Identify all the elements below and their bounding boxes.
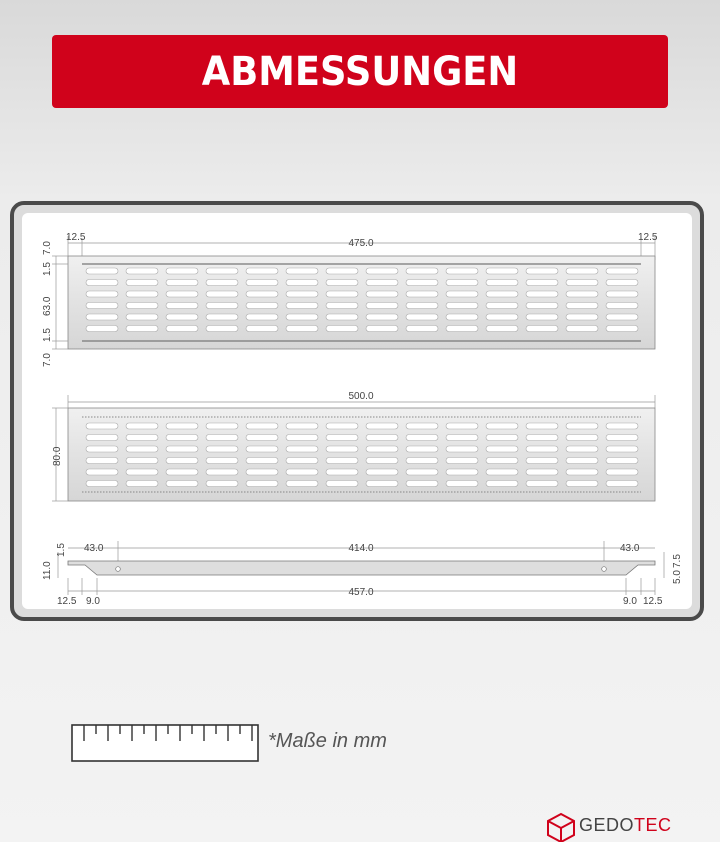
vent-slot (246, 435, 278, 441)
dim-side-top-inner: 1.5 (42, 262, 53, 276)
dim-bottom-right-outer: 12.5 (643, 596, 663, 607)
vent-slot (246, 446, 278, 452)
vent-slot (486, 268, 518, 274)
vent-slot (126, 314, 158, 320)
vent-slot (206, 458, 238, 464)
vent-slot (406, 435, 438, 441)
vent-slot (326, 446, 358, 452)
vent-slot (446, 268, 478, 274)
vent-slot (206, 469, 238, 475)
vent-slot (606, 326, 638, 332)
logo-text-right: TEC (634, 814, 672, 835)
vent-slot (86, 481, 118, 487)
vent-slot (206, 268, 238, 274)
vent-slot (526, 423, 558, 429)
vent-slot (366, 314, 398, 320)
vent-slot (486, 326, 518, 332)
vent-slot (526, 469, 558, 475)
vent-slot (286, 446, 318, 452)
vent-slot (326, 326, 358, 332)
vent-slot (526, 268, 558, 274)
dim-bottom-center: 457.0 (348, 587, 374, 598)
vent-slot (206, 481, 238, 487)
vent-slot (166, 303, 198, 309)
vent-slot (206, 303, 238, 309)
vent-slot (286, 469, 318, 475)
vent-slot (606, 446, 638, 452)
dim-bottom-left-outer: 12.5 (57, 596, 77, 607)
vent-slot (86, 326, 118, 332)
vent-slot (526, 446, 558, 452)
vent-slot (406, 314, 438, 320)
dim-face-width: 500.0 (348, 391, 374, 402)
vent-slot (486, 435, 518, 441)
vent-slot (166, 291, 198, 297)
vent-slot (366, 458, 398, 464)
vent-slot (566, 314, 598, 320)
vent-slot (366, 435, 398, 441)
vent-slot (406, 326, 438, 332)
vent-slot (126, 435, 158, 441)
vent-slot (566, 268, 598, 274)
vent-slot (526, 458, 558, 464)
vent-slot (286, 326, 318, 332)
dim-width-total: 475.0 (348, 238, 374, 249)
vent-slot (366, 268, 398, 274)
vent-slot (566, 458, 598, 464)
vent-slot (486, 291, 518, 297)
vent-slot (566, 423, 598, 429)
vent-slot (326, 303, 358, 309)
vent-slot (166, 280, 198, 286)
vent-slot (86, 458, 118, 464)
vent-slot (566, 435, 598, 441)
vent-slot (86, 435, 118, 441)
vent-slot (606, 303, 638, 309)
dim-right-offset: 12.5 (638, 232, 658, 243)
vent-slot (166, 435, 198, 441)
vent-slot (366, 423, 398, 429)
vent-slot (166, 268, 198, 274)
vent-slot (606, 458, 638, 464)
vent-slot (566, 481, 598, 487)
cube-logo-icon (548, 814, 574, 842)
vent-slot (366, 326, 398, 332)
vent-slot (526, 481, 558, 487)
dim-profile-right: 43.0 (620, 543, 640, 554)
vent-slot (126, 469, 158, 475)
vent-slot (606, 481, 638, 487)
dim-profile-right-upper: 7.5 (672, 554, 683, 568)
vent-slot (206, 291, 238, 297)
vent-slot (286, 268, 318, 274)
logo-text-left: GEDO (579, 814, 635, 835)
vent-slot (446, 435, 478, 441)
vent-slot (366, 469, 398, 475)
vent-slot (326, 423, 358, 429)
vent-slot (446, 303, 478, 309)
vent-slot (126, 326, 158, 332)
vent-slot (286, 291, 318, 297)
vent-slot (86, 280, 118, 286)
vent-slot (606, 423, 638, 429)
vent-slot (446, 423, 478, 429)
vent-slot (86, 423, 118, 429)
vent-slot (446, 458, 478, 464)
vent-slot (526, 291, 558, 297)
vent-slot (206, 326, 238, 332)
vent-slot (86, 314, 118, 320)
vent-slot (606, 314, 638, 320)
vent-slot (566, 303, 598, 309)
vent-slot (606, 291, 638, 297)
vent-slot (326, 435, 358, 441)
vent-slot (286, 435, 318, 441)
vent-slot (126, 303, 158, 309)
vent-slot (366, 280, 398, 286)
dim-side-top-outer: 7.0 (42, 241, 53, 255)
dim-face-height: 80.0 (52, 446, 63, 466)
vent-slot (486, 303, 518, 309)
dim-profile-left: 43.0 (84, 543, 104, 554)
ruler-icon (72, 725, 258, 761)
vent-slot (486, 481, 518, 487)
units-note: *Maße in mm (268, 730, 387, 752)
vent-slot (526, 280, 558, 286)
vent-slot (406, 458, 438, 464)
vent-slot (246, 458, 278, 464)
dim-profile-right-lower: 5.0 (672, 570, 683, 584)
vent-slot (406, 268, 438, 274)
profile-view (42, 541, 683, 607)
vent-slot (326, 314, 358, 320)
vent-slot (606, 280, 638, 286)
vent-slot (446, 469, 478, 475)
vent-slot (206, 435, 238, 441)
vent-slot (86, 446, 118, 452)
vent-slot (406, 291, 438, 297)
vent-slot (406, 481, 438, 487)
vent-slot (166, 446, 198, 452)
vent-slot (366, 303, 398, 309)
vent-slot (206, 280, 238, 286)
face-view (52, 391, 655, 501)
vent-slot (166, 326, 198, 332)
vent-slot (86, 291, 118, 297)
vent-slot (606, 268, 638, 274)
vent-slot (446, 291, 478, 297)
vent-slot (126, 291, 158, 297)
vent-slot (126, 481, 158, 487)
vent-slot (246, 326, 278, 332)
vent-slot (566, 469, 598, 475)
dim-side-bottom-outer: 7.0 (42, 353, 53, 367)
vent-slot (126, 446, 158, 452)
vent-slot (566, 326, 598, 332)
vent-slot (406, 423, 438, 429)
page-title: ABMESSUNGEN (201, 48, 519, 95)
dim-profile-left-height: 11.0 (42, 561, 53, 580)
vent-slot (366, 446, 398, 452)
dim-profile-center: 414.0 (348, 543, 374, 554)
vent-slot (446, 280, 478, 286)
vent-slot (606, 435, 638, 441)
vent-slot (166, 469, 198, 475)
vent-slot (406, 280, 438, 286)
vent-slot (566, 446, 598, 452)
dim-left-offset: 12.5 (66, 232, 86, 243)
vent-slot (166, 458, 198, 464)
vent-slot (486, 446, 518, 452)
vent-slot (246, 469, 278, 475)
vent-slot (526, 326, 558, 332)
top-view (42, 232, 658, 367)
vent-slot (206, 423, 238, 429)
vent-slot (406, 469, 438, 475)
vent-slot (326, 481, 358, 487)
vent-slot (326, 291, 358, 297)
vent-slot (86, 469, 118, 475)
dim-bottom-left-inner: 9.0 (86, 596, 100, 607)
vent-slot (566, 291, 598, 297)
vent-slot (286, 458, 318, 464)
vent-slot (526, 435, 558, 441)
vent-slot (526, 314, 558, 320)
vent-slot (566, 280, 598, 286)
vent-slot (126, 280, 158, 286)
brand-logo (579, 810, 672, 840)
vent-slot (246, 481, 278, 487)
vent-slot (286, 280, 318, 286)
vent-slot (206, 314, 238, 320)
vent-slot (166, 423, 198, 429)
vent-slot (86, 268, 118, 274)
dim-profile-left-thickness: 1.5 (56, 543, 67, 557)
vent-slot (606, 469, 638, 475)
vent-slot (246, 268, 278, 274)
vent-slot (406, 446, 438, 452)
vent-slot (126, 423, 158, 429)
vent-slot (486, 314, 518, 320)
vent-slot (126, 268, 158, 274)
vent-slot (86, 303, 118, 309)
vent-slot (326, 268, 358, 274)
vent-slot (446, 481, 478, 487)
vent-slot (126, 458, 158, 464)
vent-slot (246, 303, 278, 309)
dim-bottom-right-inner: 9.0 (623, 596, 637, 607)
dim-side-bottom-inner: 1.5 (42, 328, 53, 342)
vent-slot (366, 481, 398, 487)
vent-slot (366, 291, 398, 297)
vent-slot (326, 458, 358, 464)
vent-slot (446, 326, 478, 332)
vent-slot (286, 314, 318, 320)
vent-slot (166, 481, 198, 487)
vent-slot (486, 458, 518, 464)
vent-slot (526, 303, 558, 309)
vent-slot (246, 280, 278, 286)
vent-slot (446, 446, 478, 452)
vent-slot (246, 423, 278, 429)
vent-slot (406, 303, 438, 309)
vent-slot (326, 280, 358, 286)
dim-side-center: 63.0 (42, 296, 53, 316)
vent-slot (286, 303, 318, 309)
vent-slot (326, 469, 358, 475)
vent-slot (286, 481, 318, 487)
vent-slot (246, 291, 278, 297)
vent-slot (166, 314, 198, 320)
vent-slot (206, 446, 238, 452)
vent-slot (246, 314, 278, 320)
vent-slot (486, 469, 518, 475)
vent-slot (486, 423, 518, 429)
vent-slot (486, 280, 518, 286)
vent-slot (446, 314, 478, 320)
logo-text (579, 815, 672, 836)
vent-slot (286, 423, 318, 429)
